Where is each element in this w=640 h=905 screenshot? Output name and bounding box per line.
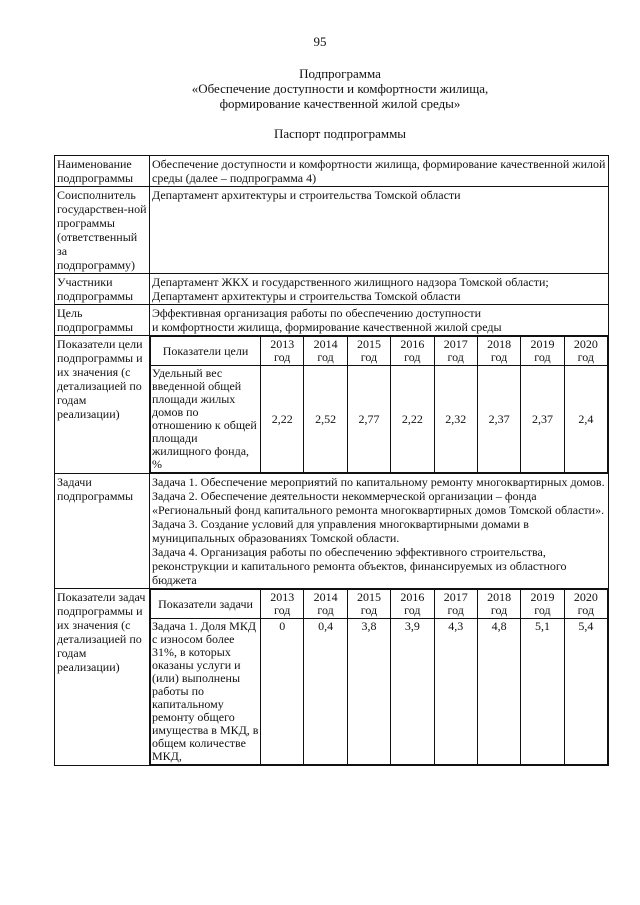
passport-table — [54, 155, 609, 766]
task-item: Задача 1. Обеспечение мероприятий по капитальному ремонту многоквартирных домов. — [152, 475, 605, 489]
row-executor — [55, 187, 609, 274]
year-header: 2020 год — [564, 337, 607, 366]
goal-line-2: и комфортности жилища, формирование качественной жилой среды — [152, 320, 502, 334]
indicator-value: 2,77 — [347, 366, 390, 473]
year-header: 2020 год — [564, 590, 607, 619]
row-label: Соисполнитель государствен-ной программы (ответственный за подпрограмму) — [55, 187, 150, 274]
indicator-value: 0 — [261, 619, 304, 765]
indicator-name: Удельный вес введенной общей площади жилых домов по отношению к общей площади жилищного фонда, % — [151, 366, 261, 473]
row-value — [150, 474, 609, 589]
title-line-2: «Обеспечение доступности и комфортности жилища, — [191, 81, 489, 96]
title-line-1: Подпрограмма — [299, 66, 381, 81]
page-number: 95 — [313, 34, 327, 49]
row-label: Показатели задач подпрограммы и их значения (с детализацией по годам реализации) — [55, 589, 150, 766]
row-value — [150, 274, 609, 305]
goal-indicator-row — [151, 366, 608, 473]
row-participants — [55, 274, 609, 305]
year-header: 2014 год — [304, 590, 347, 619]
task-item: Задача 2. Обеспечение деятельности некоммерческой организации – фонда «Региональный фонд капитального ремонта многоквартирных домов Томской области». — [152, 489, 605, 517]
indicator-value: 2,37 — [477, 366, 520, 473]
year-header: 2016 год — [391, 590, 434, 619]
year-header: 2019 год — [521, 590, 564, 619]
indicator-value: 2,32 — [434, 366, 477, 473]
year-header: 2013 год — [261, 337, 304, 366]
indicator-header: Показатели цели — [151, 337, 261, 366]
participant-1: Департамент ЖКХ и государственного жилищного надзора Томской области; — [152, 275, 549, 289]
indicator-value: 4,8 — [477, 619, 520, 765]
row-goal — [55, 305, 609, 336]
row-label: Задачи подпрограммы — [55, 474, 150, 589]
indicator-header: Показатели задачи — [151, 590, 261, 619]
year-header: 2016 год — [391, 337, 434, 366]
indicator-value: 4,3 — [434, 619, 477, 765]
indicator-value: 3,9 — [391, 619, 434, 765]
participant-2: Департамент архитектуры и строительства Томской области — [152, 289, 461, 303]
task-item: Задача 3. Создание условий для управления многоквартирными домами в муниципальных образованиях Томской области. — [152, 517, 529, 545]
row-tasks — [55, 474, 609, 589]
goal-indicators-header — [151, 337, 608, 366]
year-header: 2018 год — [477, 337, 520, 366]
task-indicators-table — [150, 589, 608, 765]
row-label: Цель подпрограммы — [55, 305, 150, 336]
row-label: Показатели цели подпрограммы и их значения (с детализацией по годам реализации) — [55, 336, 150, 474]
year-header: 2018 год — [477, 590, 520, 619]
row-value: Департамент архитектуры и строительства Томской области — [150, 187, 609, 274]
row-value: Обеспечение доступности и комфортности жилища, формирование качественной жилой среды (далее – подпрограмма 4) — [150, 156, 609, 187]
indicator-value: 5,1 — [521, 619, 564, 765]
indicator-value: 0,4 — [304, 619, 347, 765]
row-label: Наименование подпрограммы — [55, 156, 150, 187]
goal-indicators-table — [150, 336, 608, 473]
indicator-value: 3,8 — [347, 619, 390, 765]
task-indicator-row — [151, 619, 608, 765]
row-name — [55, 156, 609, 187]
row-label: Участники подпрограммы — [55, 274, 150, 305]
task-indicators-cell — [150, 589, 609, 766]
indicator-value: 5,4 — [564, 619, 607, 765]
title-line-3: формирование качественной жилой среды» — [219, 96, 461, 111]
year-header: 2017 год — [434, 590, 477, 619]
goal-indicators-cell — [150, 336, 609, 474]
row-goal-indicators — [55, 336, 609, 474]
indicator-value: 2,22 — [261, 366, 304, 473]
year-header: 2017 год — [434, 337, 477, 366]
row-task-indicators — [55, 589, 609, 766]
year-header: 2014 год — [304, 337, 347, 366]
goal-line-1: Эффективная организация работы по обеспечению доступности — [152, 306, 481, 320]
subprogram-title — [0, 66, 640, 111]
indicator-value: 2,4 — [564, 366, 607, 473]
indicator-name: Задача 1. Доля МКД с износом более 31%, в которых оказаны услуги и (или) выполнены работы по капитальному ремонту общего имущества в МКД, в общем количестве МКД, — [151, 619, 261, 765]
indicator-value: 2,52 — [304, 366, 347, 473]
year-header: 2015 год — [347, 337, 390, 366]
indicator-value: 2,22 — [391, 366, 434, 473]
year-header: 2015 год — [347, 590, 390, 619]
passport-heading: Паспорт подпрограммы — [273, 126, 407, 141]
task-indicators-header — [151, 590, 608, 619]
year-header: 2019 год — [521, 337, 564, 366]
row-value — [150, 305, 609, 336]
indicator-value: 2,37 — [521, 366, 564, 473]
year-header: 2013 год — [261, 590, 304, 619]
task-item: Задача 4. Организация работы по обеспечению эффективного строительства, реконструкции и капитального ремонта объектов, финансируемых из областного бюджета — [152, 545, 567, 587]
